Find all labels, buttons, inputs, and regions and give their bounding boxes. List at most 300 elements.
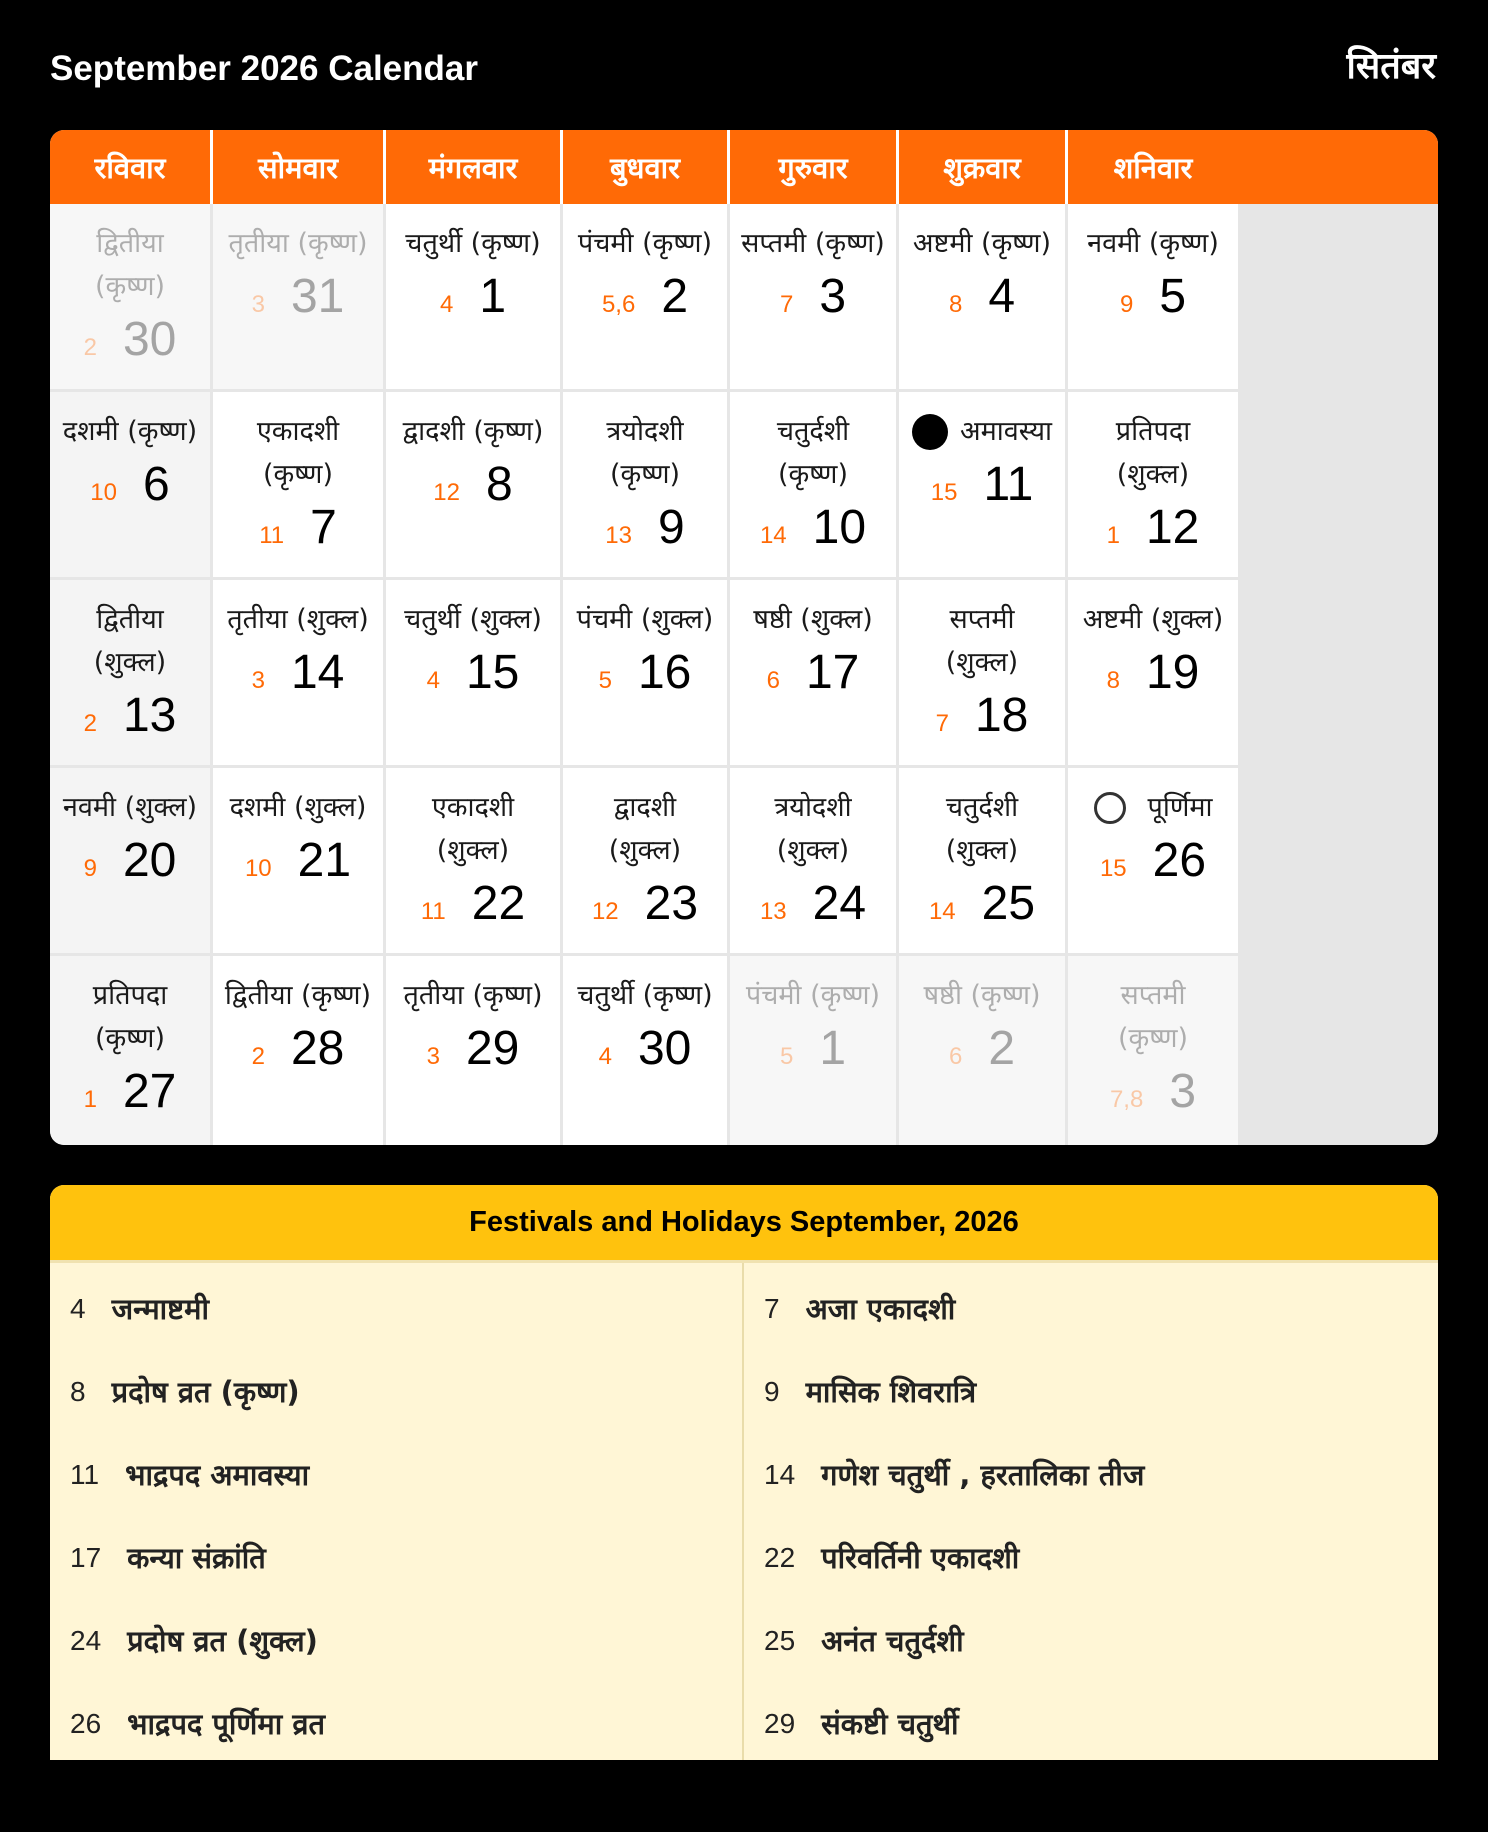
- tithi-line: [257, 410, 339, 453]
- tithi-name: [1112, 974, 1194, 1060]
- tithi-line: [777, 453, 849, 496]
- tithi-name: [740, 974, 886, 1017]
- date-row: [252, 269, 345, 324]
- tithi-line: [432, 829, 514, 872]
- tithi-line: [923, 974, 1040, 1017]
- festival-item[interactable]: [744, 1350, 1438, 1433]
- date-number: 2: [661, 270, 689, 323]
- tithi-text: तृतीया (कृष्ण): [403, 980, 543, 1011]
- tithi-line: [606, 410, 683, 453]
- date-row: [760, 500, 866, 555]
- tithi-name: [87, 974, 173, 1060]
- date-row: [427, 645, 520, 700]
- festival-day: 29: [764, 1707, 796, 1739]
- tithi-text: (कृष्ण): [1117, 1023, 1189, 1054]
- tithi-name: [1081, 222, 1225, 265]
- festival-item[interactable]: [50, 1267, 742, 1350]
- day-cell[interactable]: [563, 204, 730, 392]
- date-row: [780, 1021, 846, 1076]
- tithi-text: एकादशी: [256, 416, 340, 447]
- tithi-line: [1083, 598, 1224, 641]
- tithi-text: पूर्णिमा: [1147, 792, 1213, 823]
- day-cell[interactable]: [730, 768, 899, 956]
- tithi-line: [1116, 410, 1190, 453]
- tithi-number: 7,8: [1109, 1086, 1144, 1113]
- tithi-number: 11: [420, 898, 446, 925]
- tithi-name: [88, 598, 172, 684]
- tithi-line: [577, 974, 712, 1017]
- tithi-number: 6: [766, 667, 780, 694]
- tithi-name: [222, 222, 373, 265]
- date-row: [252, 645, 345, 700]
- date-number: 10: [812, 501, 867, 554]
- tithi-number: 13: [759, 898, 787, 925]
- tithi-name: [397, 410, 550, 453]
- weekday-header: मंगलवार: [386, 130, 563, 204]
- festival-day: 14: [764, 1458, 796, 1490]
- festival-item[interactable]: [50, 1682, 742, 1760]
- date-number: 1: [479, 270, 507, 323]
- tithi-name: [57, 786, 203, 829]
- tithi-text: (शुक्ल): [1116, 459, 1190, 490]
- tithi-number: 6: [948, 1043, 963, 1070]
- calendar-week-row: [50, 580, 1438, 768]
- festival-name: संकष्टी चतुर्थी: [821, 1707, 959, 1741]
- day-cell[interactable]: [386, 768, 563, 956]
- tithi-text: तृतीया (शुक्ल): [227, 604, 369, 635]
- festival-day: 7: [764, 1292, 780, 1324]
- date-row: [245, 833, 351, 888]
- tithi-text: चतुर्थी (कृष्ण): [405, 228, 541, 259]
- tithi-text: त्रयोदशी: [606, 416, 684, 447]
- date-number: 16: [637, 646, 692, 699]
- tithi-line: [257, 453, 339, 496]
- date-number: 19: [1145, 646, 1200, 699]
- tithi-text: (कृष्ण): [262, 459, 333, 490]
- tithi-name: [917, 974, 1046, 1017]
- date-number: 3: [819, 270, 847, 323]
- day-cell[interactable]: [213, 768, 386, 956]
- tithi-name: [1110, 410, 1196, 496]
- day-cell[interactable]: [213, 580, 386, 768]
- tithi-name: [398, 598, 548, 641]
- tithi-line: [95, 222, 165, 265]
- day-cell[interactable]: [386, 392, 563, 580]
- tithi-text: (शुक्ल): [436, 835, 510, 866]
- date-number: 4: [988, 270, 1016, 323]
- festival-day: 24: [70, 1624, 102, 1656]
- day-cell[interactable]: [386, 204, 563, 392]
- date-row: [90, 457, 169, 512]
- day-cell[interactable]: [213, 204, 386, 392]
- date-number: 17: [805, 646, 860, 699]
- date-number: 6: [143, 458, 170, 511]
- tithi-number: 8: [1106, 667, 1120, 694]
- tithi-line: [753, 598, 873, 641]
- festival-day: 11: [70, 1458, 100, 1490]
- tithi-line: [404, 598, 542, 641]
- date-number: 29: [465, 1022, 520, 1075]
- tithi-line: [578, 222, 712, 265]
- tithi-text: सप्तमी (कृष्ण): [741, 228, 885, 259]
- day-cell[interactable]: [1068, 580, 1238, 768]
- tithi-name: [251, 410, 345, 496]
- tithi-name: [221, 598, 374, 641]
- date-number: 9: [658, 501, 685, 554]
- tithi-text: चतुर्थी (कृष्ण): [577, 980, 713, 1011]
- festival-item[interactable]: [744, 1599, 1438, 1682]
- weekday-header: शनिवार: [1113, 150, 1193, 185]
- day-cell[interactable]: [1068, 956, 1238, 1145]
- tithi-number: 5: [779, 1043, 794, 1070]
- tithi-number: 4: [598, 1043, 612, 1070]
- tithi-name: [906, 410, 1058, 453]
- tithi-number: 9: [1119, 291, 1134, 318]
- date-number: 13: [122, 689, 177, 742]
- date-number: 27: [122, 1065, 177, 1118]
- weekday-header-row: [50, 130, 1438, 204]
- tithi-text: दशमी (शुक्ल): [229, 792, 367, 823]
- tithi-text: षष्ठी (कृष्ण): [923, 980, 1041, 1011]
- day-cell[interactable]: [213, 392, 386, 580]
- weekday-header: शुक्रवार: [899, 130, 1068, 204]
- date-row: [1110, 1064, 1196, 1119]
- tithi-text: द्वितीया: [96, 228, 164, 259]
- tithi-name: [1077, 598, 1230, 641]
- tithi-number: 12: [433, 479, 460, 506]
- tithi-text: द्वादशी: [613, 792, 677, 823]
- day-cell[interactable]: [730, 580, 899, 768]
- calendar-body: [50, 204, 1438, 1145]
- date-number: 28: [290, 1022, 345, 1075]
- tithi-number: 7: [935, 710, 949, 737]
- tithi-name: [397, 974, 548, 1017]
- day-cell[interactable]: [50, 392, 213, 580]
- calendar-week-row: [50, 392, 1438, 580]
- tithi-text: सप्तमी: [1120, 980, 1186, 1011]
- festival-day: 8: [70, 1375, 86, 1407]
- tithi-line: [1087, 222, 1219, 265]
- tithi-line: [405, 222, 540, 265]
- tithi-line: [95, 265, 165, 308]
- tithi-text: पंचमी (कृष्ण): [745, 980, 881, 1011]
- full-moon-icon: [1094, 792, 1126, 824]
- tithi-text: त्रयोदशी: [774, 792, 852, 823]
- tithi-text: अमावस्या: [960, 416, 1052, 447]
- date-number: 11: [983, 458, 1034, 511]
- date-number: 22: [471, 877, 526, 930]
- tithi-text: नवमी (कृष्ण): [1087, 228, 1219, 259]
- calendar-week-row: [50, 956, 1438, 1145]
- tithi-text: द्वितीया: [96, 604, 164, 635]
- tithi-number: 14: [759, 522, 787, 549]
- tithi-name: [224, 786, 373, 829]
- tithi-line: [946, 829, 1018, 872]
- tithi-name: [426, 786, 520, 872]
- date-number: 5: [1159, 270, 1187, 323]
- weekday-header: रविवार: [50, 130, 213, 204]
- tithi-line: [741, 222, 885, 265]
- festival-item[interactable]: [50, 1516, 742, 1599]
- tithi-number: 3: [251, 667, 265, 694]
- tithi-name: [571, 974, 718, 1017]
- tithi-text: चतुर्दशी: [945, 792, 1019, 823]
- date-row: [929, 876, 1035, 931]
- day-cell[interactable]: [386, 580, 563, 768]
- festival-item[interactable]: [50, 1599, 742, 1682]
- festival-day: 26: [70, 1707, 102, 1739]
- date-row: [599, 645, 692, 700]
- tithi-text: नवमी (शुक्ल): [62, 792, 198, 823]
- festivals-list: [50, 1263, 1438, 1760]
- day-cell[interactable]: [50, 580, 213, 768]
- date-number: 30: [637, 1022, 692, 1075]
- tithi-line: [774, 829, 851, 872]
- tithi-line: [94, 641, 166, 684]
- tithi-text: (शुक्ल): [608, 835, 682, 866]
- date-number: 30: [122, 313, 177, 366]
- festivals-heading: Festivals and Holidays September, 2026: [50, 1185, 1438, 1263]
- tithi-number: 1: [83, 1086, 97, 1113]
- date-number: 25: [981, 877, 1036, 930]
- tithi-line: [403, 410, 544, 453]
- tithi-line: [913, 222, 1051, 265]
- day-cell[interactable]: [899, 768, 1068, 956]
- festival-day: 22: [764, 1541, 796, 1573]
- festival-day: 9: [764, 1375, 780, 1407]
- day-cell[interactable]: [1068, 768, 1238, 956]
- tithi-name: [940, 786, 1024, 872]
- weekday-header: सोमवार: [213, 130, 386, 204]
- month-name-hindi: सितंबर: [1346, 46, 1436, 87]
- festivals-column-left: [50, 1263, 744, 1760]
- date-number: 21: [297, 834, 352, 887]
- tithi-number: 7: [779, 291, 794, 318]
- date-number: 24: [812, 877, 867, 930]
- date-row: [767, 645, 860, 700]
- date-row: [440, 269, 506, 324]
- tithi-number: 13: [605, 522, 632, 549]
- tithi-number: 3: [426, 1043, 440, 1070]
- tithi-name: [603, 786, 687, 872]
- date-row: [259, 500, 337, 555]
- tithi-number: 15: [930, 479, 958, 506]
- date-row: [949, 269, 1015, 324]
- tithi-number: 2: [251, 1043, 265, 1070]
- tithi-name: [600, 410, 689, 496]
- day-cell[interactable]: [899, 956, 1068, 1145]
- festival-name: भाद्रपद अमावस्या: [125, 1458, 310, 1492]
- tithi-name: [771, 410, 855, 496]
- date-row: [592, 876, 698, 931]
- tithi-line: [93, 1017, 167, 1060]
- date-row: [780, 269, 846, 324]
- festival-item[interactable]: [744, 1267, 1438, 1350]
- tithi-line: [1116, 453, 1190, 496]
- date-row: [599, 1021, 692, 1076]
- date-row: [949, 1021, 1015, 1076]
- festivals-column-right: [744, 1263, 1438, 1760]
- tithi-line: [777, 410, 849, 453]
- date-row: [252, 1021, 345, 1076]
- day-cell[interactable]: [899, 204, 1068, 392]
- tithi-name: [747, 598, 879, 641]
- tithi-text: (शुक्ल): [776, 835, 850, 866]
- tithi-line: [63, 410, 197, 453]
- date-row: [433, 457, 512, 512]
- date-number: 20: [122, 834, 177, 887]
- new-moon-icon: [912, 414, 948, 450]
- tithi-line: [432, 786, 514, 829]
- tithi-number: 3: [251, 291, 265, 318]
- date-number: 1: [819, 1022, 847, 1075]
- tithi-text: दशमी (कृष्ण): [62, 416, 198, 447]
- tithi-line: [946, 641, 1018, 684]
- festival-item[interactable]: [50, 1350, 742, 1433]
- tithi-name: [57, 410, 203, 453]
- day-cell[interactable]: [50, 956, 213, 1145]
- date-number: 14: [290, 646, 345, 699]
- day-cell[interactable]: [730, 392, 899, 580]
- date-row: [1100, 833, 1206, 888]
- tithi-text: अष्टमी (कृष्ण): [912, 228, 1052, 259]
- tithi-line: [1118, 974, 1188, 1017]
- tithi-number: 2: [83, 710, 97, 737]
- festival-item[interactable]: [744, 1433, 1438, 1516]
- tithi-text: सप्तमी: [949, 604, 1015, 635]
- day-cell[interactable]: [50, 768, 213, 956]
- date-number: 7: [310, 501, 337, 554]
- date-row: [931, 457, 1034, 512]
- day-cell[interactable]: [563, 956, 730, 1145]
- tithi-text: (कृष्ण): [94, 271, 166, 302]
- tithi-text: चतुर्थी (शुक्ल): [404, 604, 542, 635]
- day-cell[interactable]: [213, 956, 386, 1145]
- day-cell[interactable]: [1068, 392, 1238, 580]
- date-number: 23: [644, 877, 699, 930]
- tithi-text: अष्टमी (शुक्ल): [1082, 604, 1224, 635]
- tithi-number: 14: [928, 898, 956, 925]
- day-cell[interactable]: [50, 204, 213, 392]
- day-cell[interactable]: [563, 768, 730, 956]
- date-row: [1107, 645, 1200, 700]
- date-row: [605, 500, 684, 555]
- festival-item[interactable]: [744, 1682, 1438, 1760]
- tithi-text: (शुक्ल): [93, 647, 167, 678]
- tithi-number: 5: [598, 667, 612, 694]
- day-cell[interactable]: [899, 580, 1068, 768]
- tithi-number: 11: [259, 522, 285, 549]
- tithi-line: [774, 786, 851, 829]
- tithi-name: [571, 598, 720, 641]
- day-cell[interactable]: [899, 392, 1068, 580]
- tithi-text: द्वितीया (कृष्ण): [224, 980, 372, 1011]
- day-cell[interactable]: [563, 580, 730, 768]
- tithi-line: [228, 222, 367, 265]
- tithi-line: [94, 598, 166, 641]
- tithi-text: (शुक्ल): [945, 835, 1019, 866]
- weekday-header: बुधवार: [563, 130, 730, 204]
- festival-item[interactable]: [50, 1433, 742, 1516]
- calendar-week-row: [50, 204, 1438, 392]
- festival-name: अनंत चतुर्दशी: [821, 1624, 964, 1658]
- date-number: 2: [988, 1022, 1016, 1075]
- tithi-text: चतुर्दशी: [776, 416, 850, 447]
- date-row: [84, 688, 177, 743]
- date-number: 18: [974, 689, 1029, 742]
- date-number: 15: [465, 646, 520, 699]
- date-number: 8: [486, 458, 513, 511]
- tithi-name: [1088, 786, 1219, 829]
- tithi-line: [1094, 786, 1213, 829]
- festival-name: परिवर्तिनी एकादशी: [821, 1541, 1020, 1575]
- tithi-text: (शुक्ल): [945, 647, 1019, 678]
- festival-item[interactable]: [744, 1516, 1438, 1599]
- tithi-text: एकादशी: [431, 792, 515, 823]
- day-cell[interactable]: [386, 956, 563, 1145]
- weekday-header: गुरुवार: [730, 130, 899, 204]
- day-cell[interactable]: [730, 956, 899, 1145]
- tithi-number: 10: [90, 479, 117, 506]
- tithi-number: 5,6: [601, 291, 636, 318]
- tithi-line: [577, 598, 714, 641]
- date-row: [84, 312, 177, 367]
- tithi-text: प्रतिपदा: [92, 980, 168, 1011]
- tithi-name: [735, 222, 891, 265]
- date-row: [1120, 269, 1186, 324]
- tithi-number: 12: [591, 898, 619, 925]
- date-number: 26: [1152, 834, 1207, 887]
- tithi-number: 15: [1099, 855, 1127, 882]
- date-row: [936, 688, 1029, 743]
- tithi-number: 4: [426, 667, 440, 694]
- festival-name: मासिक शिवरात्रि: [805, 1375, 977, 1409]
- tithi-line: [609, 786, 681, 829]
- festival-day: 4: [70, 1292, 86, 1324]
- festivals-panel: [50, 1185, 1438, 1760]
- calendar-grid: [50, 130, 1438, 1145]
- tithi-line: [746, 974, 880, 1017]
- tithi-name: [219, 974, 377, 1017]
- festival-name: गणेश चतुर्थी , हरतालिका तीज: [821, 1458, 1145, 1492]
- date-number: 3: [1169, 1065, 1197, 1118]
- date-number: 31: [290, 270, 345, 323]
- day-cell[interactable]: [1068, 204, 1238, 392]
- tithi-line: [93, 974, 167, 1017]
- date-row: [760, 876, 866, 931]
- day-cell[interactable]: [563, 392, 730, 580]
- tithi-text: पंचमी (शुक्ल): [576, 604, 714, 635]
- tithi-line: [230, 786, 367, 829]
- festival-name: भाद्रपद पूर्णिमा व्रत: [127, 1707, 325, 1741]
- tithi-name: [907, 222, 1057, 265]
- festival-name: प्रदोष व्रत (कृष्ण): [111, 1375, 300, 1409]
- tithi-number: 4: [439, 291, 454, 318]
- calendar-week-row: [50, 768, 1438, 956]
- tithi-line: [1118, 1017, 1188, 1060]
- date-row: [84, 833, 177, 888]
- tithi-line: [403, 974, 542, 1017]
- tithi-line: [227, 598, 368, 641]
- tithi-name: [89, 222, 171, 308]
- tithi-name: [572, 222, 718, 265]
- tithi-line: [609, 829, 681, 872]
- day-cell[interactable]: [730, 204, 899, 392]
- tithi-number: 2: [83, 334, 97, 361]
- festival-name: जन्माष्टमी: [111, 1292, 209, 1326]
- date-row: [427, 1021, 520, 1076]
- tithi-number: 1: [1106, 522, 1120, 549]
